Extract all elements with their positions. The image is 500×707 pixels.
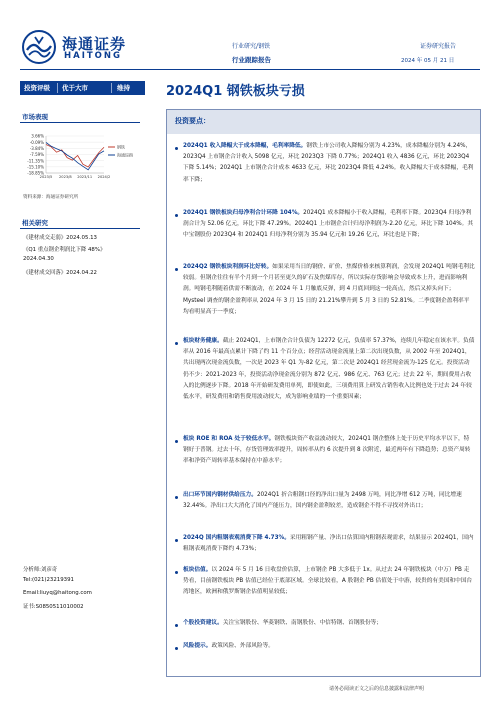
research-report-label: 证券研究报告 <box>420 43 457 50</box>
chart-x-tick-label: 2023/11 <box>77 175 93 179</box>
key-point-item <box>183 618 475 629</box>
bullet-icon <box>175 624 178 627</box>
chart-legend-label: 海通综指 <box>117 152 133 158</box>
analyst-name: 分析师:刘彦奇 <box>23 567 58 573</box>
chart-x-tick-label: 2023/8 <box>59 175 72 179</box>
key-point-item <box>183 490 475 512</box>
analyst-certificate: 证书:S0850511010002 <box>23 604 84 610</box>
related-report-link[interactable]: 《建材成交走弱》2024.05.13 <box>23 235 97 241</box>
logo-english-name: HAITONG <box>64 51 122 61</box>
market-performance-chart <box>20 133 142 185</box>
key-point-lead: 个股投资建议。 <box>183 620 223 626</box>
key-point-item <box>183 434 475 468</box>
bullet-icon <box>175 647 178 650</box>
report-category: 行业研究/钢铁 <box>232 43 271 50</box>
key-points-header <box>167 110 480 134</box>
report-type: 行业跟踪报告 <box>232 56 271 64</box>
key-point-text: 2024Q1 成本降幅小于收入降幅，毛利率下降。2023Q4 归母净利润合计为 52.06 亿元，环比下降 47.29%。2024Q1 上市钢企合计归母净利润为-2.20 亿元，环比下降 104%。其中宝钢股份 2023Q4 和 2024Q1 归母净利分别为 35.94 亿元和 19.26 亿元，环比也是下降； <box>183 210 474 239</box>
chart-x-tick-label: 2024/2 <box>97 175 111 179</box>
bullet-icon <box>175 496 178 499</box>
logo-chinese-name: 海通证券 <box>62 35 127 53</box>
key-point-lead: 2024Q1 收入降幅大于成本降幅，毛利率降低。 <box>183 143 307 149</box>
key-point-item <box>183 336 475 403</box>
analyst-tel: Tel:(021)23219391 <box>23 577 74 583</box>
key-point-text: 政策风险、外部风险等。 <box>211 643 274 649</box>
related-report-link[interactable]: 《建材成交回落》2024.04.22 <box>23 270 97 276</box>
key-point-lead: 板块 ROE 和 ROA 处于较低水平。 <box>183 436 275 442</box>
chart-source: 资料来源：海通证券研究所 <box>23 195 79 200</box>
section-divider <box>20 228 140 229</box>
key-points-box <box>166 109 481 677</box>
company-logo <box>22 30 162 64</box>
key-point-item <box>183 641 475 652</box>
chart-y-tick-label: -15.10% <box>27 164 44 170</box>
key-point-item <box>183 533 475 555</box>
chart-y-tick-label: -7.59% <box>29 152 44 158</box>
key-point-text: 截止 2024Q1，上市钢企合计负债为 12272 亿元，负债率 57.37%，连续几年稳定在该水平。负债率从 2016 年最高点累计下降了约 11 个百分点；经营活动现金流量上第二次出现负数，从 2002 年至 2024Q1，共出现两次现金流负数，一次是 2023 年 Q1 为-82 亿元，第二次是 2024Q1 经营现金流为-125 亿元。投资活动仍不少：2021-2023 年，投资活动净现金流分别为 872 亿元、986 亿元、763 亿元；过去 22 年，期间费用占收入的比例逐步下降。2018 年开始研发费用单列，即使如此，三项费用算上研发占销售收入比例也处于过去 24 年较低水平，研发费用和销售费用波动较大，成为影响业绩的一个重要因素； <box>183 338 475 401</box>
related-report-link[interactable]: 《Q1 重点钢企利润比下降 48%》 <box>23 247 106 253</box>
related-report-date: 2024.04.30 <box>23 256 54 262</box>
chart-y-tick-label: -18.85% <box>27 170 44 176</box>
key-point-text: 2024Q1 折合粗钢口径的净出口量为 2498 万吨，同比净增 612 万吨，同比增速 32.44%。净出口大大消化了国内产能压力，国内钢企盈利较差，造成钢企不得不寻找对外出口； <box>183 492 462 510</box>
key-point-lead: 2024Q1 钢铁板块归母净利合计环降 104%。 <box>183 210 304 216</box>
chart-y-tick-label: 3.66% <box>31 133 44 139</box>
related-section-title: 相关研究 <box>22 219 48 227</box>
key-point-item <box>183 141 475 186</box>
page-footer: 请务必阅读正文之后的信息披露和法律声明 <box>329 686 425 692</box>
header-divider <box>20 69 480 70</box>
key-point-lead: 板块财务健康。 <box>183 338 223 344</box>
key-point-lead: 风险提示。 <box>183 643 212 649</box>
key-point-lead: 2024Q 国内粗钢表观消费下降 4.73%。 <box>183 535 290 541</box>
section-divider <box>20 122 140 123</box>
bullet-icon <box>175 440 178 443</box>
analyst-email[interactable]: Email:liuyq@haitong.com <box>23 590 92 596</box>
market-section-title: 市场表现 <box>22 113 48 121</box>
rating-divider <box>57 83 58 93</box>
key-point-item <box>183 565 475 599</box>
key-points-heading: 投资要点： <box>175 117 210 125</box>
chart-x-tick-label: 2023/5 <box>39 175 53 179</box>
chart-y-tick-label: -3.84% <box>29 145 44 151</box>
report-title: 2024Q1 钢铁板块亏损 <box>166 84 305 99</box>
key-point-item <box>183 262 475 318</box>
key-point-text: 关注宝钢股份、华菱钢铁、南钢股份、中信特钢、首钢股份等； <box>222 620 383 626</box>
bullet-icon <box>175 571 178 574</box>
bullet-icon <box>175 539 178 542</box>
chart-y-tick-label: -11.35% <box>27 158 44 164</box>
key-point-item <box>183 208 475 242</box>
key-point-lead: 2024Q2 钢铁板块利润环比好转。 <box>183 264 273 270</box>
key-point-lead: 板块估值。 <box>183 567 212 573</box>
rating-label: 投资评级 <box>24 84 50 92</box>
chart-legend-label: 钢铁 <box>117 144 125 150</box>
bullet-icon <box>175 214 178 217</box>
key-point-text: 采用粗钢产量、净出口估算国内粗钢表观需求，结果显示 2024Q1，国内粗钢表观消费下降约 4.73%； <box>183 535 474 553</box>
key-point-text: 钢铁板块资产收益波动较大，2024Q1 钢企整体上处于历史平均水平以下，特钢好于普钢。过去十年，存货管理效率提升，周转率从约 6 次提升到 8 次附近，最近两年有下降趋势；总资产周转率和净资产周转率基本保持在中游水平； <box>183 436 471 465</box>
bullet-icon <box>175 342 178 345</box>
report-date: 2024 年 05 月 21 日 <box>401 58 455 64</box>
rating-bar <box>20 81 145 95</box>
chart-y-tick-label: -0.09% <box>29 139 44 145</box>
key-point-text: 钢铁上市公司收入降幅分别为 4.23%，成本降幅分别为 4.24%，2023Q4 上市钢企合计收入 5098 亿元，环比 2023Q3 下降 0.77%；2024Q1 收入 4836 亿元，环比 2023Q4 下降 5.14%；2024Q1 上市钢企合计成本 4633 亿元，环比 2023Q4 降低 4.24%。收入降幅大于成本降幅，毛利率下降； <box>183 143 474 183</box>
key-point-text: 以 2024 年 5 月 16 日收盘价估算，上市钢企 PB 大多低于 1x。从过去 24 年钢铁板块（中万）PB 走势看，目前钢铁板块 PB 估值已经位于底部区域。全球比较看，A 股钢企 PB 估值处于中游，较贵的有美国和中国台湾地区，欧洲和俄罗斯钢企估值明显较低； <box>183 567 473 596</box>
rating-divider <box>111 83 112 93</box>
page-header <box>0 0 500 78</box>
rating-value: 维持 <box>117 84 130 92</box>
key-point-text: 如果采用当日的钢价、矿价、焦煤价格来核算利润，会发现 2024Q1 吨钢毛利比较弱。但钢企往往有半个月到一个月甚至更久的矿石及焦煤库存，所以实际存货影响会导致成本上升，进而影响利润。吨钢毛利随着供需不断波动，在 2024 年 1 月触底反弹，到 4 月底回到这一轮高点，然后又掉头向下；Mysteel 调查的钢企盈利率从 2024 年 3 月 15 日的 21.21%攀升到 5 月 3 日的 52.81%。二季度钢企盈利率平均看明显高于一季度； <box>183 264 475 315</box>
chart-series-line <box>46 143 104 170</box>
haitong-logo-icon <box>22 30 56 64</box>
rating-industry: 优于大市 <box>62 84 88 92</box>
key-point-lead: 出口环节国内钢材供给压力。 <box>183 492 257 498</box>
bullet-icon <box>175 268 178 271</box>
bullet-icon <box>175 147 178 150</box>
